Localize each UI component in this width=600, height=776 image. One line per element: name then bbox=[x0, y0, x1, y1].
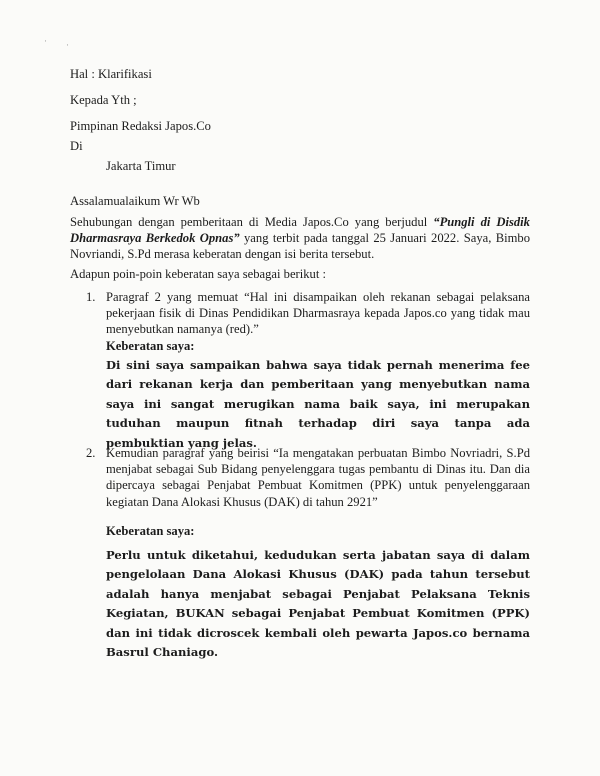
letter-city: Jakarta Timur bbox=[106, 159, 176, 173]
article-title: “Pungli di Disdik Dharmasraya Berkedok Opnas” bbox=[70, 215, 530, 246]
objection-text: Perlu untuk diketahui, kedudukan serta jabatan saya di dalam pengelolaan Dana Alokasi Khusus (DAK) pada tahun tersebut adalah hanya menjabat sebagai Penjabat Pelaksana Teknis Kegiatan, BUKAN sebagai Penjabat Pembuat Komitmen (PPK) dan ini tidak dicroscek kembali oleh pewarta Japos.co bernama Basrul Chaniago. bbox=[106, 548, 530, 660]
intro-text-b: yang terbit pada tanggal 25 Januari 2022. Saya, Bimbo Novriandi, S.Pd merasa keberatan dengan isi berita tersebut. bbox=[70, 231, 530, 262]
intro-paragraph bbox=[70, 214, 530, 263]
letter-addressee-line: Kepada Yth ; bbox=[70, 93, 137, 107]
point-number: 1. bbox=[86, 290, 96, 304]
letter-greeting: Assalamualaikum Wr Wb bbox=[70, 194, 200, 208]
objection-text: Di sini saya sampaikan bahwa saya tidak pernah menerima fee dari rekanan kerja dan pemberitaan yang menyebutkan nama saya ini sangat merugikan nama baik saya, ini merupakan tuduhan maupun fitnah terhadap diri saya tanpa ada pembuktian yang jelas. bbox=[106, 358, 530, 450]
scan-speck: · bbox=[44, 36, 47, 46]
point-number: 2. bbox=[86, 446, 96, 460]
letter-at: Di bbox=[70, 139, 83, 153]
objection-label: Keberatan saya: bbox=[106, 339, 195, 353]
point-quote: Kemudian paragraf yang beirisi “Ia mengatakan perbuatan Bimbo Novriadri, S.Pd menjabat sebagai Sub Bidang penyelenggara tugas pembantu di Dinas itu. Dan dia dipercaya sebagai Penjabat Pembuat Komitmen (PPK) untuk penyelenggaraan kegiatan Dana Alokasi Khusus (DAK) di tahun 2921” bbox=[106, 446, 530, 509]
points-intro: Adapun poin-poin keberatan saya sebagai berikut : bbox=[70, 267, 326, 281]
point-quote: Paragraf 2 yang memuat “Hal ini disampaikan oleh rekanan sebagai pelaksana pekerjaan fisik di Dinas Pendidikan Dharmasraya kepada Japos.co yang tidak mau menyebutkan namanya (red).” bbox=[106, 290, 530, 337]
letter-recipient: Pimpinan Redaksi Japos.Co bbox=[70, 119, 211, 133]
intro-text-a: Sehubungan dengan pemberitaan di Media Japos.Co yang berjudul bbox=[70, 215, 434, 229]
scan-speck: · bbox=[66, 40, 69, 50]
objection-label: Keberatan saya: bbox=[106, 524, 195, 538]
letter-subject: Hal : Klarifikasi bbox=[70, 67, 152, 81]
